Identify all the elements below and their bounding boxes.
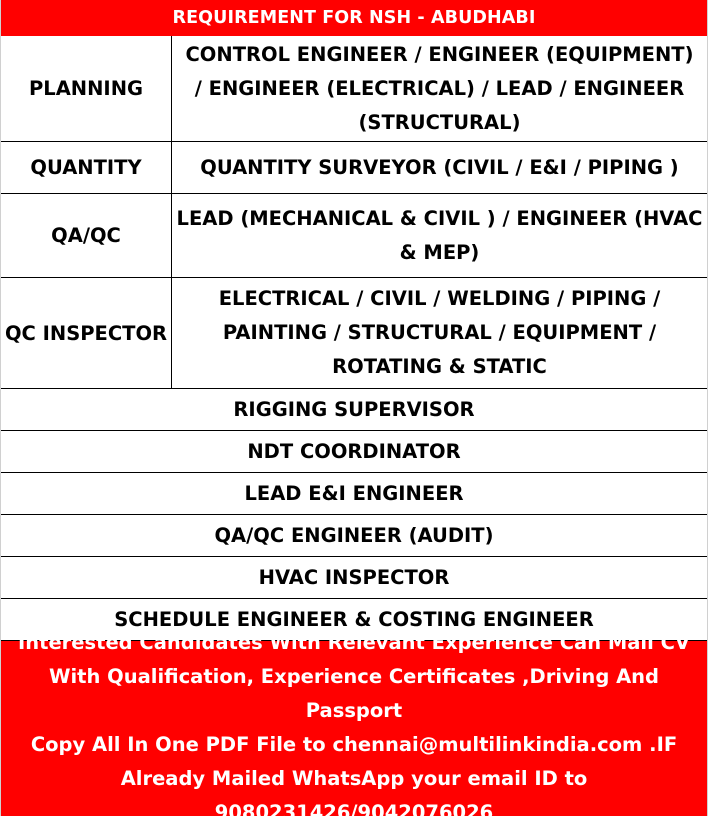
category-cell: QUANTITY: [1, 142, 172, 193]
role-cell: NDT COORDINATOR: [247, 440, 461, 463]
role-cell: RIGGING SUPERVISOR: [233, 398, 475, 421]
category-cell: QC INSPECTOR: [1, 278, 172, 388]
role-cell: SCHEDULE ENGINEER & COSTING ENGINEER: [114, 608, 594, 631]
category-cell: QA/QC: [1, 194, 172, 277]
roles-cell: QUANTITY SURVEYOR (CIVIL / E&I / PIPING ): [200, 155, 679, 179]
category-cell: PLANNING: [1, 36, 172, 141]
table-row: [1, 515, 707, 557]
table-row: [1, 194, 707, 278]
roles-cell: ELECTRICAL / CIVIL / WELDING / PIPING / PAINTING / STRUCTURAL / EQUIPMENT / ROTATING & STATIC: [218, 287, 661, 378]
table-row: [1, 557, 707, 599]
roles-cell: CONTROL ENGINEER / ENGINEER (EQUIPMENT) / ENGINEER (ELECTRICAL) / LEAD / ENGINEER (STRUCTURAL): [185, 42, 694, 134]
role-cell: QA/QC ENGINEER (AUDIT): [214, 524, 494, 547]
role-cell: HVAC INSPECTOR: [258, 566, 450, 589]
table-row: [1, 431, 707, 473]
page-title: REQUIREMENT FOR NSH - ABUDHABI: [1, 0, 707, 36]
role-cell: LEAD E&I ENGINEER: [244, 482, 464, 505]
roles-cell: LEAD (MECHANICAL & CIVIL ) / ENGINEER (HVAC & MEP): [176, 206, 703, 264]
table-row: [1, 473, 707, 515]
table-row: [1, 278, 707, 389]
table-row: [1, 36, 707, 142]
application-notice: Interested Candidates With Relevant Experience Can Mail CV With Qualification, Experience Certificates ,Driving And Passport Copy All In One PDF File to chennai@multilinkindia.com .IF Already Mailed WhatsApp your email ID to 9080231426/9042076026: [1, 641, 707, 816]
table-row: [1, 142, 707, 194]
table-row: [1, 389, 707, 431]
